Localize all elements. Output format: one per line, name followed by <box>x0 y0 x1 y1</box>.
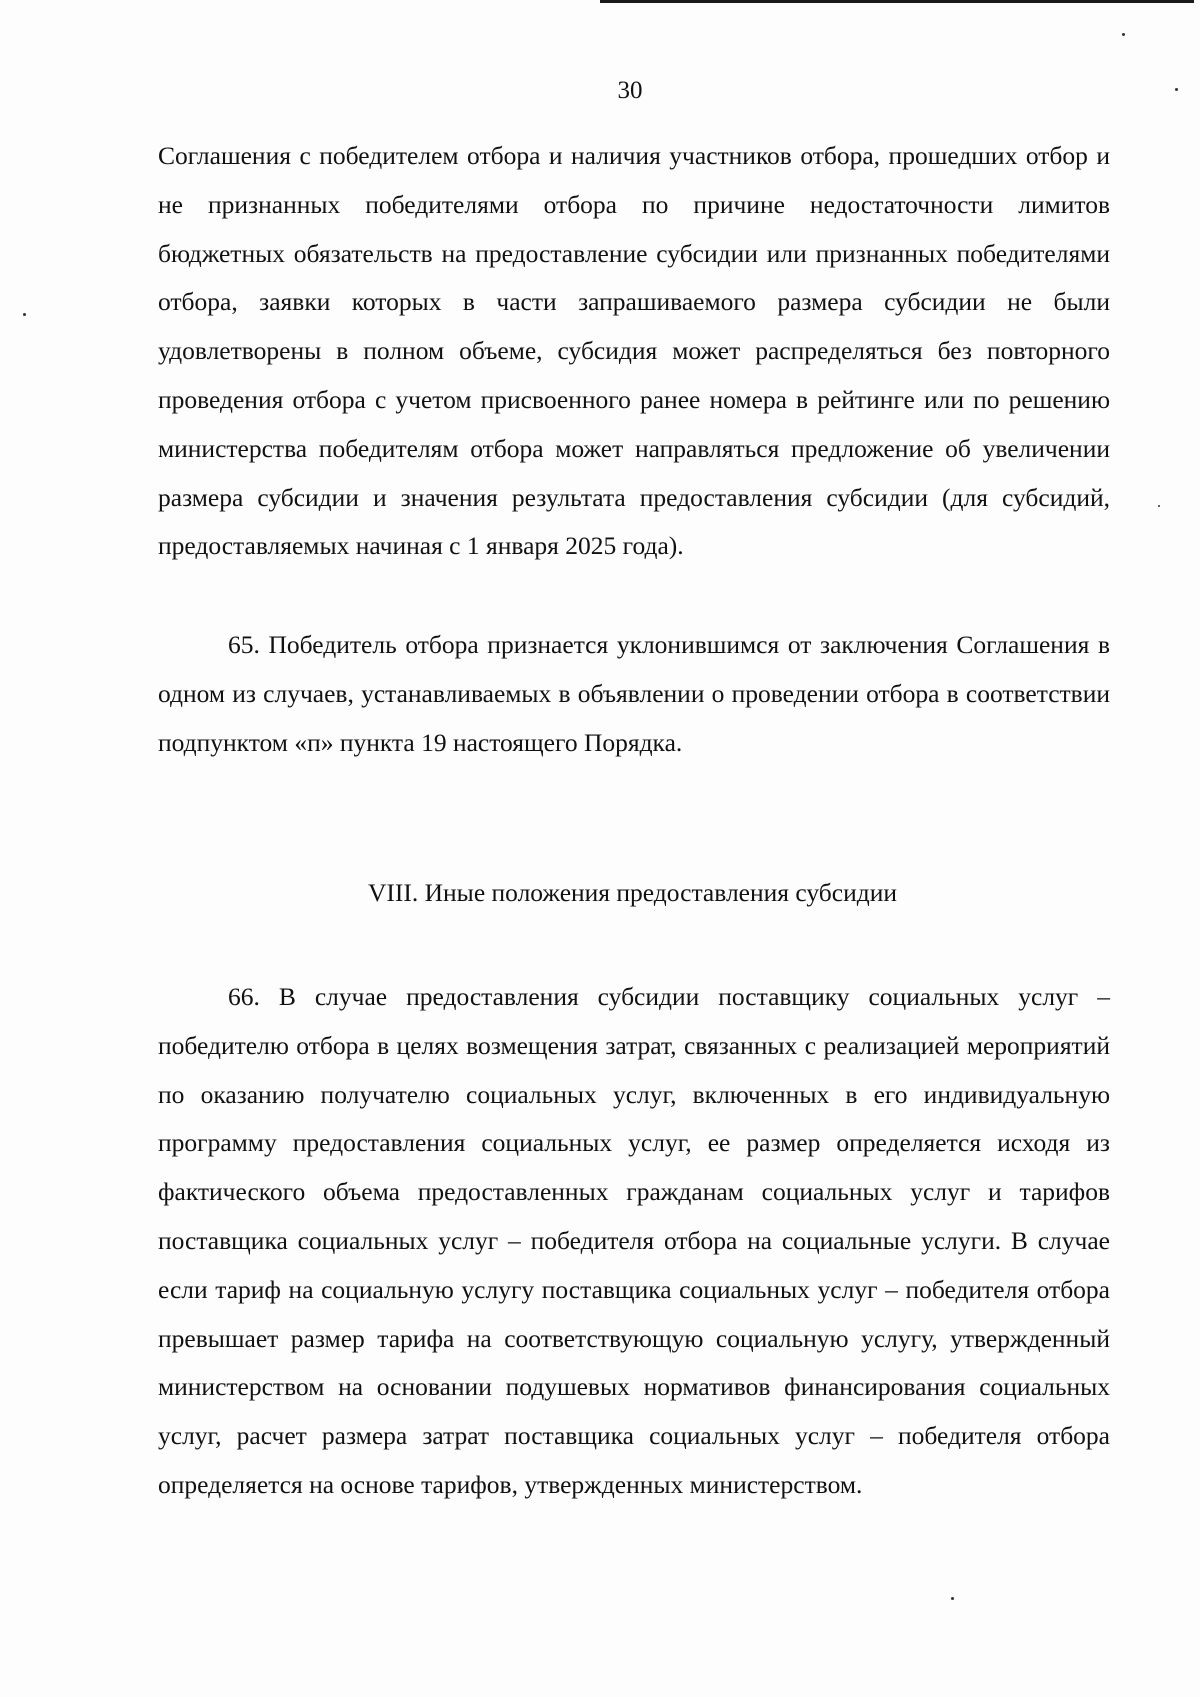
scan-speck <box>23 313 26 316</box>
paragraph-continuation: Соглашения с победителем отбора и наличия участников отбора, прошедших отбор и не признанных победителями отбора по причине недостаточности лимитов бюджетных обязательств на предоставление субсидии или признанных победителями отбора, заявки которых в части запрашиваемого размера субсидии не были удовлетворены в полном объеме, субсидия может распределяться без повторного проведения отбора с учетом присвоенного ранее номера в рейтинге или по решению министерства победителям отбора может направляться предложение об увеличении размера субсидии и значения результата предоставления субсидии (для субсидий, предоставляемых начиная с 1 января 2025 года). <box>158 141 1110 561</box>
scan-speck <box>1122 33 1125 36</box>
scan-speck <box>951 1597 954 1600</box>
paragraph-66: 66. В случае предоставления субсидии поставщику социальных услуг – победителю отбора в целях возмещения затрат, связанных с реализацией мероприятий по оказанию получателю социальных услуг, включенных в его индивидуальную программу предоставления социальных услуг, ее размер определяется исходя из фактического объема предоставленных гражданам социальных услуг и тарифов поставщика социальных услуг – победителя отбора на социальные услуги. В случае если тариф на социальную услугу поставщика социальных услуг – победителя отбора превышает размер тарифа на соответствующую социальную услугу, утвержденный министерством на основании подушевых нормативов финансирования социальных услуг, расчет размера затрат поставщика социальных услуг – победителя отбора определяется на основе тарифов, утвержденных министерством. <box>158 982 1110 1499</box>
top-edge-rule <box>600 0 1194 3</box>
scan-speck <box>1175 88 1178 91</box>
section-heading-viii: VIII. Иные положения предоставления субсидии <box>367 878 897 907</box>
paragraph-65: 65. Победитель отбора признается уклонившимся от заключения Соглашения в одном из случаев, устанавливаемых в объявлении о проведении отбора в соответствии подпунктом «п» пункта 19 настоящего Порядка. <box>158 630 1110 757</box>
page-number: 30 <box>617 77 643 104</box>
scan-speck <box>1158 505 1160 507</box>
